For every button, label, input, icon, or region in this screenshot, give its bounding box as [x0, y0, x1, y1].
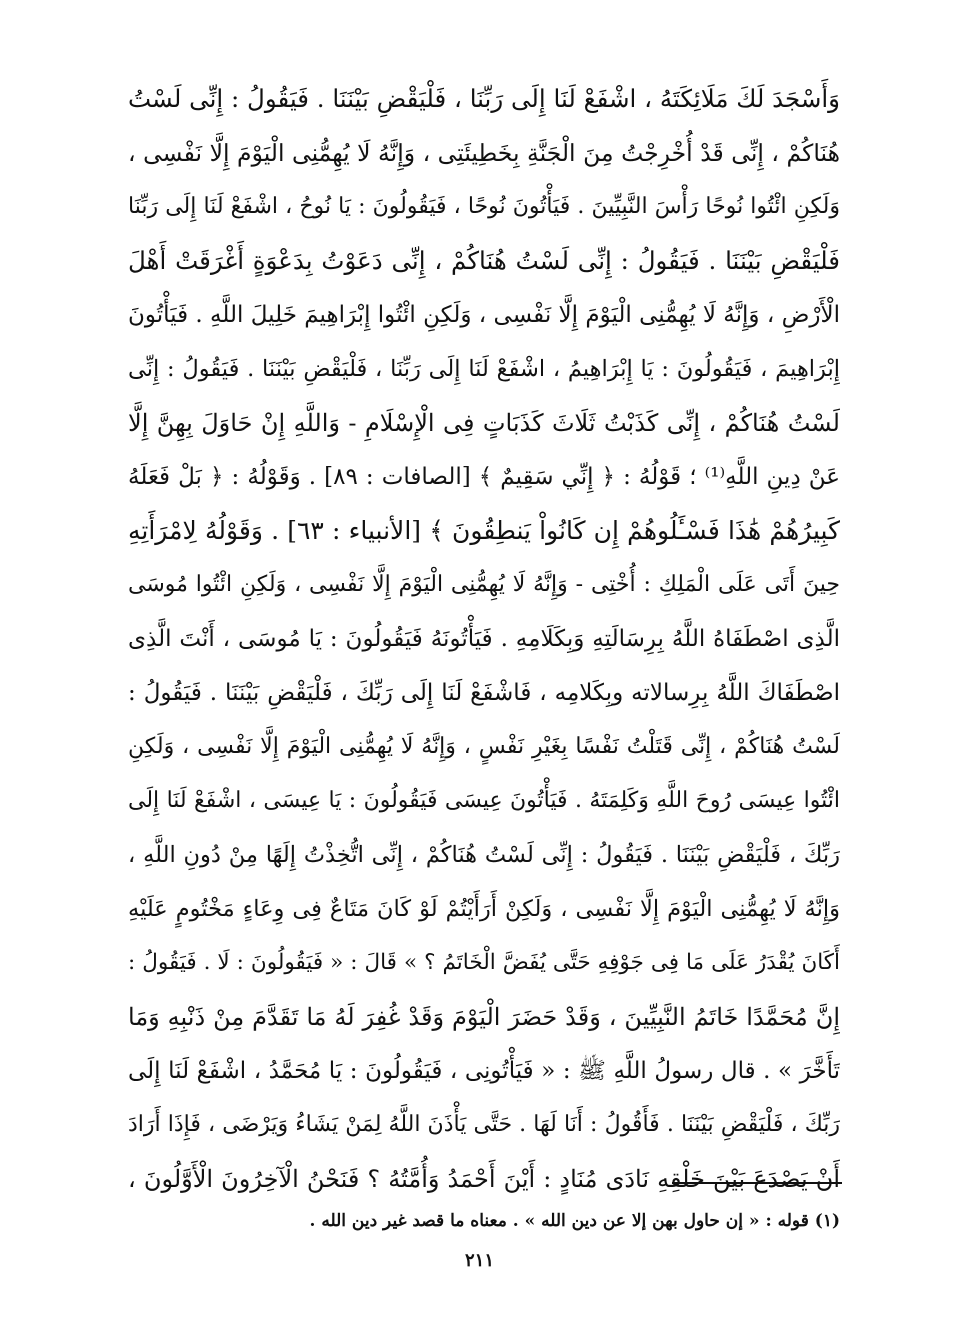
text-line: الْأَرْضِ ، وَإِنَّهُ لَا يُهِمُّنِى الْيَوْمَ إِلَّا نَفْسِى ، وَلَكِنِ ائْتُوا إِبْرَاهِيمَ خَلِيلَ اللَّهِ . فَيَأْتُونَ	[128, 302, 840, 328]
text-line: لَسْتُ هُنَاكُمْ ، إِنِّى كَذَبْتُ ثَلَاثَ كَذَبَاتٍ فِى الْإِسْلَامِ - وَاللَّهِ إِنْ حَاوَلَ بِهِنَّ إِلَّا	[128, 409, 840, 437]
text-line: تَأَخَّرَ » . قال رسولُ اللَّهِ ﷺ : « فَيَأْتُونِى ، فَيَقُولُونَ : يَا مُحَمَّدُ ، اشْفَعْ لَنَا إِلَى	[128, 1058, 840, 1084]
text-line: هُنَاكُمْ ، إِنِّى قَدْ أُخْرِجْتُ مِنَ الْجَنَّةِ بِخَطِيئَتِى ، وَإِنَّهُ لَا يُهِمُّنِى الْيَوْمَ إِلَّا نَفْسِى ،	[128, 139, 840, 167]
text-line: لَسْتُ هُنَاكُمْ ، إِنِّى قَتَلْتُ نَفْسًا بِغَيْرِ نَفْسٍ ، وَإِنَّهُ لَا يُهِمُّنِى الْيَوْمَ إِلَّا نَفْسِى ، وَلَكِنِ	[128, 734, 840, 759]
text-line: أَكَانَ يُقْدَرُ عَلَى مَا فِى جَوْفِهِ حَتَّى يُفَضَّ الْخَاتَمُ ؟ » قَالَ : « فَيَقُولُونَ : لَا . فَيَقُولُ :	[128, 950, 840, 975]
text-line: إِبْرَاهِيمَ ، فَيَقُولُونَ : يَا إِبْرَاهِيمُ ، اشْفَعْ لَنَا إِلَى رَبِّنَا ، فَلْيَقْضِ بَيْنَنَا . فَيَقُولُ : إِنِّى	[128, 356, 840, 382]
page-number: ٢١١	[464, 1250, 494, 1271]
text-line: وَإِنَّهُ لَا يُهِمُّنِى الْيَوْمَ إِلَّا نَفْسِى ، وَلَكِنْ أَرَأَيْتُمْ لَوْ كَانَ مَتَاعٌ فِى وِعَاءٍ مَخْتُومٍ عَلَيْهِ	[128, 896, 840, 922]
text-line: حِينَ أَتَى عَلَى الْمَلِكِ : أُخْتِى - وَإِنَّهُ لَا يُهِمُّنِى الْيَوْمَ إِلَّا نَفْسِى ، وَلَكِنِ ائْتُوا مُوسَى	[128, 572, 840, 597]
text-line: أَنْ يَصْدَعَ بَيْنَ خَلْقِهِ نَادَى مُنَادٍ : أَيْنَ أَحْمَدُ وَأُمَّتُهُ ؟ فَنَحْنُ الْآخِرُونَ الْأَوَّلُونَ ،	[128, 1165, 840, 1193]
text-line: فَلْيَقْضِ بَيْنَنَا . فَيَقُولُ : إِنِّى لَسْتُ هُنَاكُمْ ، إِنِّى دَعَوْتُ بِدَعْوَةٍ أَغْرَقَتْ أَهْلَ	[128, 246, 840, 275]
text-line: رَبِّكَ ، فَلْيَقْضِ بَيْنَنَا . فَيَقُولُ : إِنِّى لَسْتُ هُنَاكُمْ ، إِنِّى اتُّخِذْتُ إِلَهًا مِنْ دُونِ اللَّهِ ،	[128, 842, 840, 868]
footnote-divider	[672, 1182, 842, 1184]
text-line: اصْطَفَاكَ اللَّهُ بِرِسالاته وبِكَلامِه ، فَاشْفَعْ لَنَا إِلَى رَبِّكَ ، فَلْيَقْضِ بَيْنَنَا . فَيَقُولُ :	[128, 680, 840, 706]
text-line: كَبِيرُهُمْ هَٰذَا فَسْـَٔلُوهُمْ إِن كَانُواْ يَنطِقُونَ ﴾ [الأنبياء : ٦٣] . وَقَوْلُهُ لِامْرَأَتِهِ	[128, 516, 840, 545]
text-line: الَّذِى اصْطَفَاهُ اللَّهُ بِرِسَالَتِهِ وَبِكَلَامِهِ . فَيَأْتُونَهُ فَيَقُولُونَ : يَا مُوسَى ، أَنْتَ الَّذِى	[128, 626, 840, 652]
text-line: عَنْ دِينِ اللَّهِ⁽¹⁾ ؛ قَوْلُهُ : ﴿ إِنِّي سَقِيمٌ ﴾ [الصافات : ٨٩] . وَقَوْلُهُ : ﴿ بَلْ فَعَلَهُ	[128, 464, 840, 490]
text-line: وَلَكِنِ ائْتُوا نُوحًا رَأْسَ النَّبِيِّينَ . فَيَأْتُونَ نُوحًا ، فَيَقُولُونَ : يَا نُوحُ ، اشْفَعْ لَنَا إِلَى رَبِّنَا	[128, 194, 840, 219]
footnote: (١) قوله : « إن حاول بهن إلا عن دين الله » . معناه ما قصد غير دين الله .	[309, 1211, 840, 1231]
text-line: رَبِّكَ ، فَلْيَقْضِ بَيْنَنَا . فَأَقُولُ : أَنَا لَهَا . حَتَّى يَأْذَنَ اللَّهُ لِمَنْ يَشَاءُ وَيَرْضَى ، فَإِذَا أَرَادَ	[128, 1112, 840, 1137]
text-line: وَأَسْجَدَ لَكَ مَلَائِكَتَهُ ، اشْفَعْ لَنَا إِلَى رَبِّنَا ، فَلْيَقْضِ بَيْنَنَا . فَيَقُولُ : إِنِّى لَسْتُ	[128, 84, 840, 113]
text-line: إِنَّ مُحَمَّدًا خَاتَمُ النَّبِيِّينَ ، وَقَدْ حَضَرَ الْيَوْمَ وَقَدْ غُفِرَ لَهُ مَا تَقَدَّمَ مِنْ ذَنْبِهِ وَمَا	[128, 1003, 840, 1031]
text-line: ائْتُوا عِيسَى رُوحَ اللَّهِ وَكَلِمَتَهُ . فَيَأْتُونَ عِيسَى فَيَقُولُونَ : يَا عِيسَى ، اشْفَعْ لَنَا إِلَى	[128, 788, 840, 813]
body-text	[128, 72, 840, 1206]
